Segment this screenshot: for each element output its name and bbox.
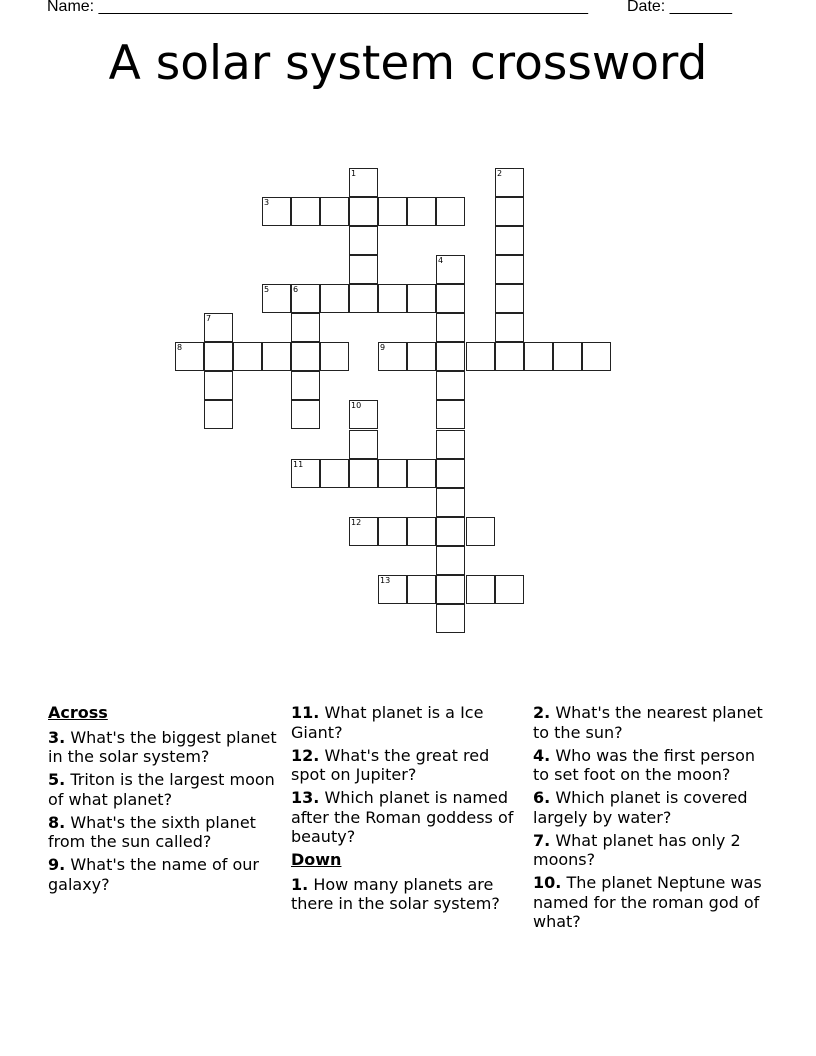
clue-number: 8. — [48, 812, 66, 832]
grid-cell[interactable] — [436, 313, 465, 342]
clue-across-9 — [48, 855, 283, 894]
grid-cell[interactable] — [291, 371, 320, 400]
grid-cell[interactable] — [466, 517, 495, 546]
grid-cell[interactable] — [349, 226, 378, 255]
grid-cell[interactable] — [495, 284, 524, 313]
clue-number-label: 4 — [438, 256, 444, 265]
clue-number: 2. — [533, 703, 551, 722]
clue-number-label: 10 — [351, 401, 362, 410]
clue-text: What's the name of our galaxy? — [48, 855, 259, 894]
name-field[interactable]: Name: _______________________________________________________ — [47, 0, 588, 15]
clue-number-label: 3 — [264, 198, 270, 207]
clue-number: 1. — [291, 874, 309, 894]
grid-cell[interactable] — [378, 459, 407, 488]
grid-cell[interactable] — [495, 226, 524, 255]
grid-cell[interactable] — [262, 284, 291, 313]
grid-cell[interactable] — [407, 197, 436, 226]
clue-across-3 — [48, 728, 283, 767]
clue-across-5 — [48, 770, 283, 809]
clue-down-10 — [533, 873, 773, 932]
clue-number-label: 13 — [380, 576, 391, 585]
clue-number: 4. — [533, 745, 551, 765]
grid-cell[interactable] — [204, 371, 233, 400]
grid-cell[interactable] — [378, 575, 407, 604]
grid-cell[interactable] — [436, 400, 465, 429]
grid-cell[interactable] — [407, 342, 436, 371]
clue-number: 3. — [48, 727, 66, 747]
grid-cell[interactable] — [291, 197, 320, 226]
grid-cell[interactable] — [291, 342, 320, 371]
grid-cell[interactable] — [233, 342, 262, 371]
grid-cell[interactable] — [466, 575, 495, 604]
grid-cell[interactable] — [495, 168, 524, 197]
grid-cell[interactable] — [175, 342, 204, 371]
grid-cell[interactable] — [378, 197, 407, 226]
grid-cell[interactable] — [436, 371, 465, 400]
grid-cell[interactable] — [204, 342, 233, 371]
grid-cell[interactable] — [291, 459, 320, 488]
grid-cell[interactable] — [349, 168, 378, 197]
clue-number-label: 12 — [351, 518, 362, 527]
grid-cell[interactable] — [349, 400, 378, 429]
grid-cell[interactable] — [436, 197, 465, 226]
grid-cell[interactable] — [262, 342, 291, 371]
clue-across-13 — [291, 788, 526, 847]
clue-number-label: 8 — [177, 343, 183, 352]
clue-text: Triton is the largest moon of what planet? — [48, 770, 275, 809]
grid-cell[interactable] — [407, 575, 436, 604]
grid-cell[interactable] — [320, 342, 349, 371]
clue-down-2 — [533, 703, 773, 742]
clue-number: 9. — [48, 855, 66, 874]
clue-number: 11. — [291, 703, 320, 722]
clue-across-12 — [291, 746, 526, 785]
page-title: A solar system crossword — [108, 36, 708, 91]
grid-cell[interactable] — [291, 313, 320, 342]
clue-text: Who was the first person to set foot on the moon? — [533, 745, 755, 784]
grid-cell[interactable] — [436, 546, 465, 575]
grid-cell[interactable] — [204, 313, 233, 342]
grid-cell[interactable] — [262, 197, 291, 226]
clue-column-3 — [533, 703, 773, 935]
grid-cell[interactable] — [349, 517, 378, 546]
grid-cell[interactable] — [291, 284, 320, 313]
clue-number: 13. — [291, 788, 320, 807]
clue-text: What planet has only 2 moons? — [533, 830, 741, 869]
clue-across-8 — [48, 813, 283, 852]
clue-text: How many planets are there in the solar system? — [291, 874, 500, 913]
grid-cell[interactable] — [320, 284, 349, 313]
clue-down-6 — [533, 788, 773, 827]
clue-number-label: 5 — [264, 285, 270, 294]
grid-cell[interactable] — [291, 400, 320, 429]
clue-number: 12. — [291, 745, 320, 765]
clue-text: What's the great red spot on Jupiter? — [291, 745, 490, 784]
grid-cell[interactable] — [553, 342, 582, 371]
grid-cell[interactable] — [495, 197, 524, 226]
grid-cell[interactable] — [495, 313, 524, 342]
grid-cell[interactable] — [378, 342, 407, 371]
clue-text: The planet Neptune was named for the roman god of what? — [533, 873, 762, 931]
grid-cell[interactable] — [436, 604, 465, 633]
grid-cell[interactable] — [407, 284, 436, 313]
grid-cell[interactable] — [378, 284, 407, 313]
clue-text: What planet is a Ice Giant? — [291, 703, 484, 742]
clue-number-label: 7 — [206, 314, 212, 323]
clue-number-label: 2 — [497, 169, 503, 178]
grid-cell[interactable] — [349, 197, 378, 226]
grid-cell[interactable] — [495, 342, 524, 371]
clue-down-4 — [533, 746, 773, 785]
grid-cell[interactable] — [436, 430, 465, 459]
clue-number: 6. — [533, 788, 551, 807]
clue-column-1 — [48, 703, 283, 898]
grid-cell[interactable] — [495, 255, 524, 284]
grid-cell[interactable] — [436, 517, 465, 546]
down-heading: Down — [291, 850, 342, 869]
clue-number-label: 9 — [380, 343, 386, 352]
clue-column-2 — [291, 703, 526, 917]
clue-number: 10. — [533, 873, 562, 892]
grid-cell[interactable] — [204, 400, 233, 429]
grid-cell[interactable] — [466, 342, 495, 371]
clue-text: What's the sixth planet from the sun called? — [48, 812, 256, 851]
grid-cell[interactable] — [349, 284, 378, 313]
grid-cell[interactable] — [407, 517, 436, 546]
grid-cell[interactable] — [524, 342, 553, 371]
clue-text: What's the biggest planet in the solar system? — [48, 727, 277, 766]
clue-text: What's the nearest planet to the sun? — [533, 703, 763, 742]
clue-number-label: 1 — [351, 169, 357, 178]
clue-number-label: 6 — [293, 285, 299, 294]
grid-cell[interactable] — [495, 575, 524, 604]
grid-cell[interactable] — [320, 197, 349, 226]
clue-across-11 — [291, 703, 526, 742]
clue-number: 7. — [533, 830, 551, 850]
clue-text: Which planet is covered largely by water? — [533, 788, 748, 827]
grid-cell[interactable] — [349, 430, 378, 459]
clue-number-label: 11 — [293, 460, 304, 469]
grid-cell[interactable] — [436, 488, 465, 517]
grid-cell[interactable] — [436, 255, 465, 284]
grid-cell[interactable] — [582, 342, 611, 371]
clue-down-7 — [533, 831, 773, 870]
grid-cell[interactable] — [349, 459, 378, 488]
grid-cell[interactable] — [378, 517, 407, 546]
grid-cell[interactable] — [436, 284, 465, 313]
clue-number: 5. — [48, 770, 66, 789]
grid-cell[interactable] — [436, 459, 465, 488]
across-heading: Across — [48, 703, 108, 722]
grid-cell[interactable] — [320, 459, 349, 488]
clue-text: Which planet is named after the Roman goddess of beauty? — [291, 788, 514, 846]
clue-down-1 — [291, 875, 526, 914]
grid-cell[interactable] — [407, 459, 436, 488]
grid-cell[interactable] — [349, 255, 378, 284]
date-field[interactable]: Date: _______ — [627, 0, 732, 15]
grid-cell[interactable] — [436, 342, 465, 371]
grid-cell[interactable] — [436, 575, 465, 604]
